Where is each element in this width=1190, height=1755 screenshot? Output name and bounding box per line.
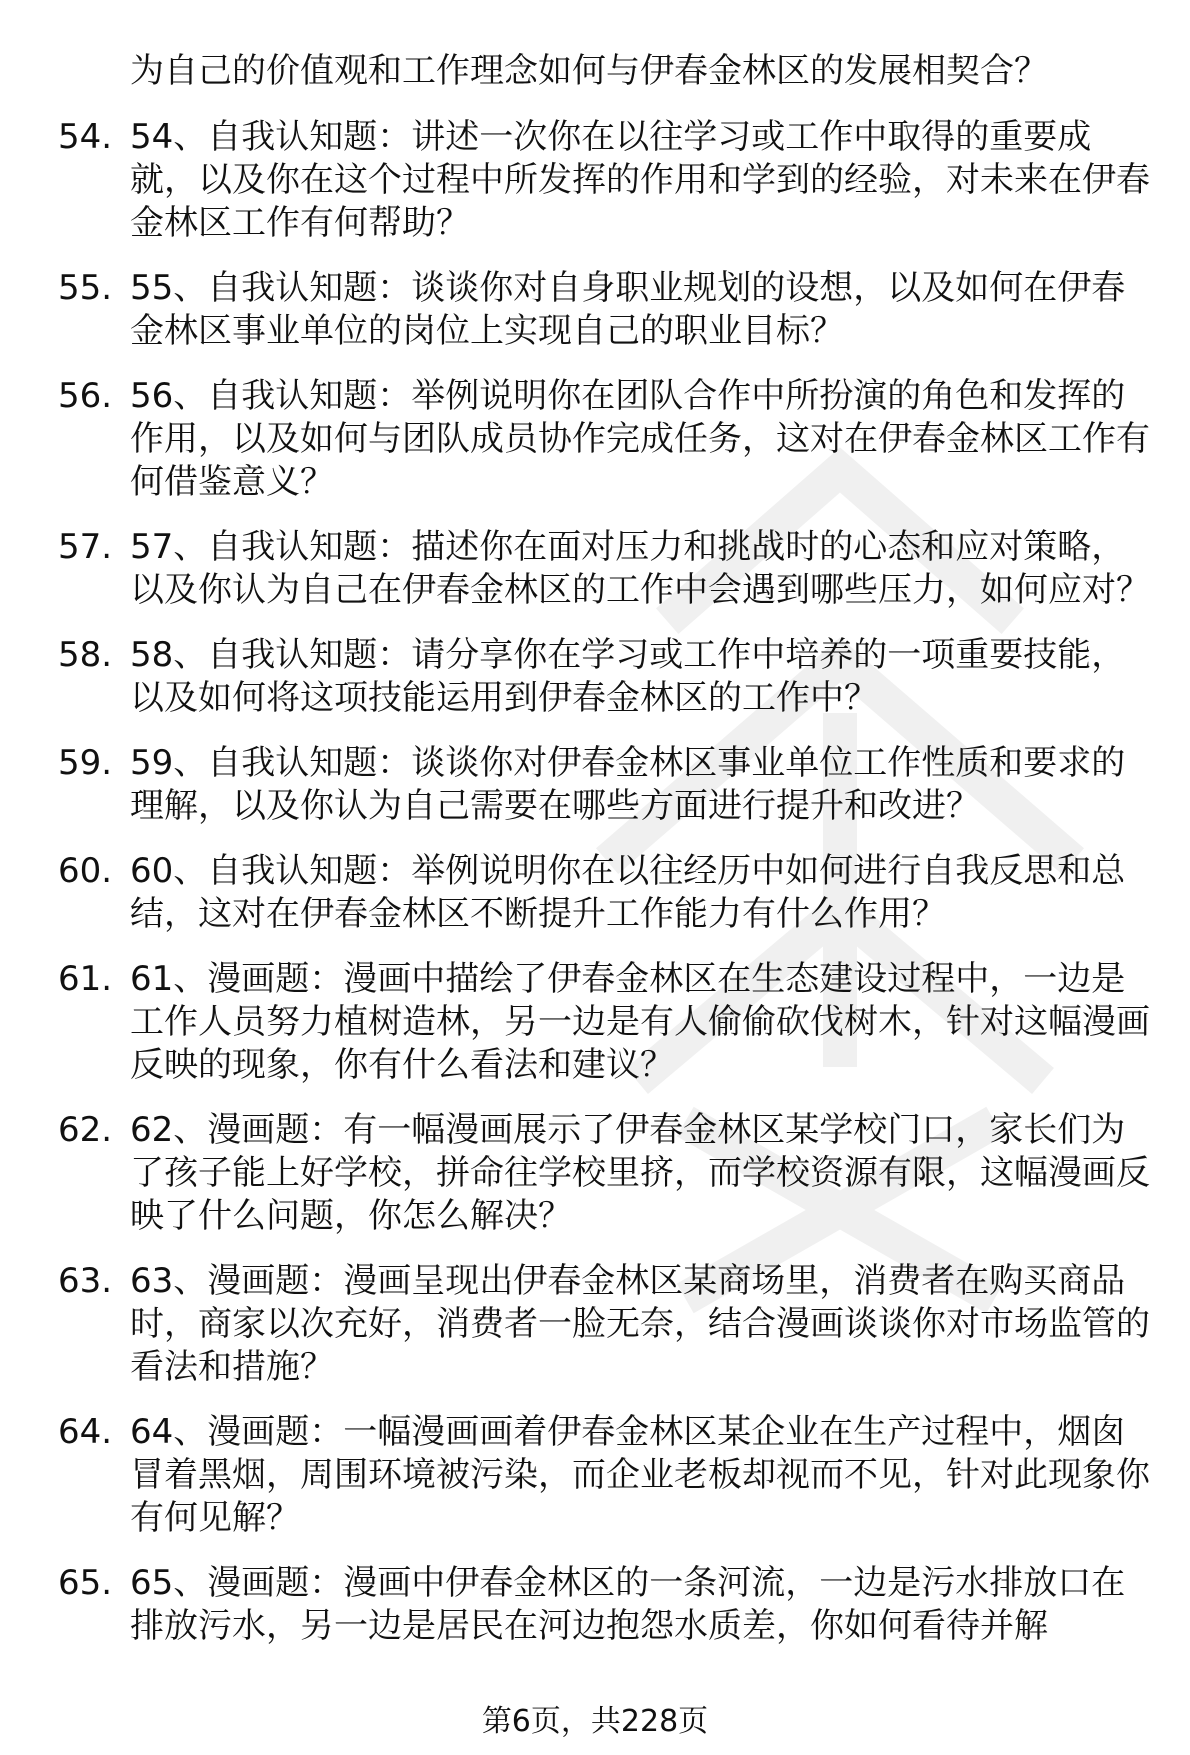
question-text: 56、自我认知题：举例说明你在团队合作中所扮演的角色和发挥的作用，以及如何与团队成员协作完成任务，这对在伊春金林区工作有何借鉴意义？ xyxy=(130,376,1150,502)
question-item xyxy=(0,958,1190,1087)
question-list xyxy=(0,116,1190,1670)
question-text: 65、漫画题：漫画中伊春金林区的一条河流，一边是污水排放口在排放污水，另一边是居民在河边抱怨水质差，你如何看待并解 xyxy=(130,1563,1126,1646)
question-item xyxy=(0,1109,1190,1238)
question-text: 62、漫画题：有一幅漫画展示了伊春金林区某学校门口，家长们为了孩子能上好学校，拼命往学校里挤，而学校资源有限，这幅漫画反映了什么问题，你怎么解决？ xyxy=(130,1110,1150,1236)
question-number: 58. xyxy=(58,635,113,675)
question-item xyxy=(0,267,1190,353)
question-item xyxy=(0,116,1190,245)
question-text: 61、漫画题：漫画中描绘了伊春金林区在生态建设过程中，一边是工作人员努力植树造林，另一边是有人偷偷砍伐树木，针对这幅漫画反映的现象，你有什么看法和建议？ xyxy=(130,959,1150,1085)
question-number: 56. xyxy=(58,376,113,416)
question-text: 54、自我认知题：讲述一次你在以往学习或工作中取得的重要成就，以及你在这个过程中所发挥的作用和学到的经验，对未来在伊春金林区工作有何帮助？ xyxy=(130,117,1150,243)
question-number: 60. xyxy=(58,851,113,891)
question-number: 64. xyxy=(58,1412,113,1452)
question-number: 55. xyxy=(58,268,113,308)
page-footer: 第6页，共228页 xyxy=(481,1704,709,1739)
question-number: 63. xyxy=(58,1261,113,1301)
question-text: 60、自我认知题：举例说明你在以往经历中如何进行自我反思和总结，这对在伊春金林区不断提升工作能力有什么作用？ xyxy=(130,851,1126,934)
question-item xyxy=(0,850,1190,936)
question-text: 63、漫画题：漫画呈现出伊春金林区某商场里，消费者在购买商品时，商家以次充好，消费者一脸无奈，结合漫画谈谈你对市场监管的看法和措施？ xyxy=(130,1261,1150,1387)
question-item xyxy=(0,375,1190,504)
question-text: 58、自我认知题：请分享你在学习或工作中培养的一项重要技能，以及如何将这项技能运用到伊春金林区的工作中？ xyxy=(130,635,1126,718)
question-number: 61. xyxy=(58,959,113,999)
question-text: 55、自我认知题：谈谈你对自身职业规划的设想，以及如何在伊春金林区事业单位的岗位上实现自己的职业目标？ xyxy=(130,268,1126,351)
question-number: 54. xyxy=(58,117,113,157)
question-item xyxy=(0,1411,1190,1540)
question-text: 57、自我认知题：描述你在面对压力和挑战时的心态和应对策略，以及你认为自己在伊春金林区的工作中会遇到哪些压力，如何应对？ xyxy=(130,527,1150,610)
continuation-text: 为自己的价值观和工作理念如何与伊春金林区的发展相契合？ xyxy=(130,51,1048,91)
question-number: 65. xyxy=(58,1563,113,1603)
question-item xyxy=(0,1562,1190,1648)
question-number: 57. xyxy=(58,527,113,567)
question-item xyxy=(0,742,1190,828)
question-item xyxy=(0,526,1190,612)
question-text: 64、漫画题：一幅漫画画着伊春金林区某企业在生产过程中，烟囱冒着黑烟，周围环境被污染，而企业老板却视而不见，针对此现象你有何见解？ xyxy=(130,1412,1150,1538)
question-number: 59. xyxy=(58,743,113,783)
question-item xyxy=(0,1260,1190,1389)
question-item xyxy=(0,634,1190,720)
question-text: 59、自我认知题：谈谈你对伊春金林区事业单位工作性质和要求的理解，以及你认为自己需要在哪些方面进行提升和改进？ xyxy=(130,743,1126,826)
question-number: 62. xyxy=(58,1110,113,1150)
